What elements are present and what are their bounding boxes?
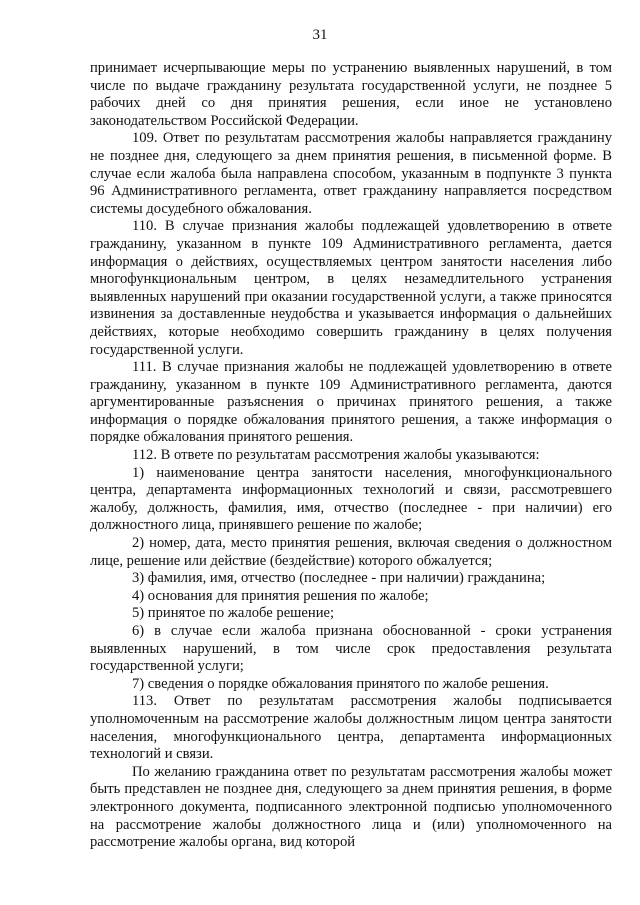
list-item-2: 2) номер, дата, место принятия решения, включая сведения о должностном лице, решение или действие (бездействие) которого обжалуется;: [90, 535, 612, 569]
paragraph-continuation: принимает исчерпывающие меры по устранению выявленных нарушений, в том числе по выдаче гражданину результата государственной услуги, не позднее 5 рабочих дней со дня принятия решения, если иное не установлено законодательством Российской Федерации.: [90, 60, 612, 129]
paragraph-112: 112. В ответе по результатам рассмотрения жалобы указываются:: [132, 447, 540, 464]
list-item-4: 4) основания для принятия решения по жалобе;: [132, 587, 429, 604]
paragraph-110: 110. В случае признания жалобы подлежащей удовлетворению в ответе гражданину, указанном в пункте 109 Административного регламента, дается информация о действиях, осуществляемых центром занятости населения либо многофункциональным центром, в целях незамедлительного устранения выявленных нарушений при оказании государственной услуги, а также приносятся извинения за доставленные неудобства и указывается информация о дальнейших действиях, которые необходимо совершить гражданину в целях получения государственной услуги.: [90, 218, 612, 358]
list-item-3: 3) фамилия, имя, отчество (последнее - при наличии) гражданина;: [132, 570, 546, 587]
paragraph-electronic-answer: По желанию гражданина ответ по результатам рассмотрения жалобы может быть представлен не позднее дня, следующего за днем принятия решения, в форме электронного документа, подписанного электронной подписью уполномоченного на рассмотрение жалобы должностного лица и (или) уполномоченного на рассмотрение жалобы органа, вид которой: [90, 763, 612, 851]
paragraph-109: 109. Ответ по результатам рассмотрения жалобы направляется гражданину не позднее дня, следующего за днем принятия решения, в письменной форме. В случае если жалоба была направлена способом, указанным в подпункте 3 пункта 96 Административного регламента, ответ гражданину направляется посредством системы досудебного обжалования.: [90, 130, 612, 217]
page-number: 31: [312, 27, 328, 43]
list-item-1: 1) наименование центра занятости населения, многофункционального центра, департамента информационных технологий и связи, рассмотревшего жалобу, должность, фамилия, имя, отчество (последнее - при наличии) его должностного лица, принявшего решение по жалобе;: [90, 464, 612, 534]
list-item-5: 5) принятое по жалобе решение;: [132, 605, 335, 622]
list-item-7: 7) сведения о порядке обжалования принятого по жалобе решения.: [132, 675, 549, 692]
paragraph-111: 111. В случае признания жалобы не подлежащей удовлетворению в ответе гражданину, указанном в пункте 109 Административного регламента, даются аргументированные разъяснения о причинах принятого решения, а также информация о порядке обжалования принятого решения, а также информация о порядке обжалования принятого решения.: [90, 359, 612, 446]
paragraph-113: 113. Ответ по результатам рассмотрения жалобы подписывается уполномоченным на рассмотрение жалобы должностным лицом центра занятости населения, многофункционального центра, департамента информационных технологий и связи.: [90, 693, 612, 763]
document-body: [90, 60, 612, 852]
list-item-6: 6) в случае если жалоба признана обоснованной - сроки устранения выявленных нарушений, в том числе срок предоставления результата государственной услуги;: [90, 623, 612, 675]
